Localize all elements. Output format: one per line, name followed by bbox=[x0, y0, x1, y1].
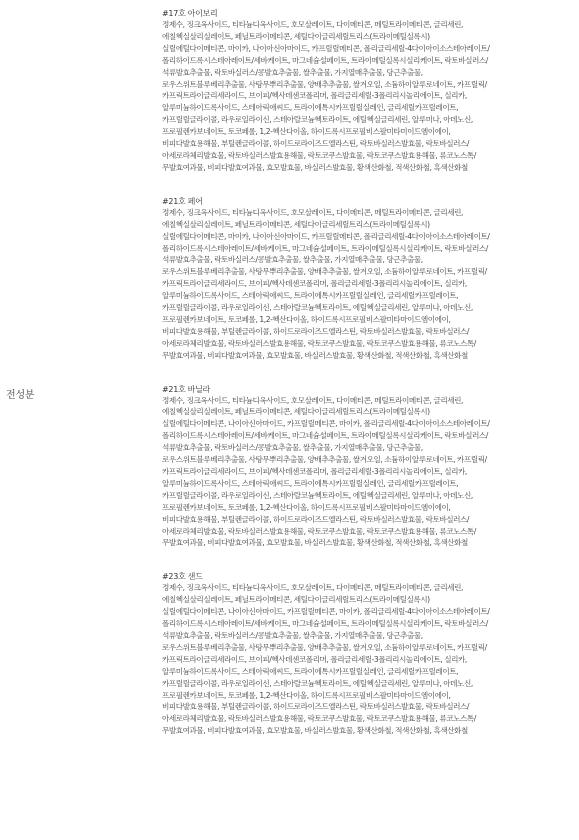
ingredient-line: 알루미늄하이드록사이드, 스테아릭애씨드, 트라이에톡시카프릴릴실레인, 글리세릴카프릴레이트, bbox=[162, 103, 459, 113]
ingredient-line: 비피다발효용해물, 부틸렌글라이콜, 하이드로라이즈드엘라스틴, 락토바실러스발효물, 락토바실러스/ bbox=[162, 326, 470, 336]
ingredient-line: 실릴에틸다이메티콘, 나이아신아마이드, 카프릴릴메티콘, 마이카, 폴리글리세릴-4다이아이소스테아레이트/ bbox=[162, 607, 490, 617]
ingredient-line: 실릴에틸다이메티콘, 마이카, 나이아신아마이드, 카프릴릴메티콘, 폴리글리세릴-4다이아이소스테아레이트/ bbox=[162, 231, 490, 241]
ingredient-line: 카프릭트라이글리세라이드, 브이피/헥사데센코폴리머, 폴리글리세릴-3폴리리시놀리에이트, 실리카, bbox=[162, 467, 467, 476]
ingredient-line: 아세로라체리발효물, 락토바실러스발효용해물, 락토코쿠스발효물, 락토코쿠스발효용해물, 류코노스톡/ bbox=[162, 714, 476, 724]
shade-ingredients-block bbox=[162, 384, 576, 550]
ingredient-line: 무발효여과물, 비피다발효여과물, 효모발효물, 바실러스발효물, 황색산화철, 적색산화철, 흑색산화철 bbox=[162, 726, 468, 736]
ingredient-line: 무발효여과물, 비피다발효여과물, 효모발효물, 바실러스발효물, 황색산화철, 적색산화철, 흑색산화철 bbox=[162, 538, 468, 548]
shade-title: #21호 페어 bbox=[162, 196, 203, 206]
ingredient-line: 폴리하이드록시스테아레이트/세바케이트, 마그네슘설페이트, 트라이메틸실록시실리케이트, 락토바실러스/ bbox=[162, 619, 488, 629]
ingredient-line: 로우스위트블루베리추출물, 사탕무뿌리추출물, 양배추추출물, 쌀겨오일, 소듐하이알루로네이트, 카프릴릭/ bbox=[162, 267, 487, 277]
ingredient-line: 카프릴릴글라이콜, 라우로일라이신, 스테아랄코늄헥토라이트, 에틸헥실글리세린, 알루미나, 아데노신, bbox=[162, 303, 473, 313]
ingredient-line: 무발효여과물, 비피다발효여과물, 효모발효물, 바실러스발효물, 황색산화철, 적색산화철, 흑색산화철 bbox=[162, 162, 468, 172]
ingredient-line: 카프릴릴글라이콜, 라우로일라이신, 스테아랄코늄헥토라이트, 에틸헥실글리세린, 알루미나, 아데노신, bbox=[162, 115, 473, 125]
ingredient-line: 프로필렌카보네이트, 토코페롤, 1,2-헥산다이올, 하이드록시프로필비스팔미타마이드엠이에이, bbox=[162, 502, 451, 512]
shade-ingredients-block bbox=[162, 196, 576, 362]
ingredient-line: 비피다발효용해물, 부틸렌글라이콜, 하이드로라이즈드엘라스틴, 락토바실러스발효물, 락토바실러스/ bbox=[162, 514, 470, 524]
ingredient-line: 프로필렌카보네이트, 토코페롤, 1,2-헥산다이올, 하이드록시프로필비스팔미타마이드엠이에이, bbox=[162, 690, 451, 700]
ingredient-line: 폴리하이드록시스테아레이트/세바케이트, 마그네슘설페이트, 트라이메틸실록시실리케이트, 락토바실러스/ bbox=[162, 243, 488, 253]
ingredient-line: 에칠헥실살리실레이트, 페닐트라이메티콘, 세틸다이글리세릴트리스(트라이메틸실록시) bbox=[162, 31, 430, 41]
ingredient-text bbox=[162, 395, 576, 550]
ingredient-line: 로우스위트블루베리추출물, 사탕무뿌리추출물, 양배추추출물, 쌀겨오일, 소듐하이알루로네이트, 카프릴릭/ bbox=[162, 79, 487, 89]
section-label: 전성분 bbox=[6, 390, 35, 401]
ingredient-line: 카프릴릴글라이콜, 라우로일라이신, 스테아랄코늄헥토라이트, 에틸헥실글리세린, 알루미나, 아데노신, bbox=[162, 490, 473, 500]
ingredient-line: 비피다발효용해물, 부틸렌글라이콜, 하이드로라이즈드엘라스틴, 락토바실러스발효물, 락토바실러스/ bbox=[162, 702, 470, 712]
ingredient-line: 알루미늄하이드록사이드, 스테아릭애씨드, 트라이에톡시카프릴릴실레인, 글리세릴카프릴레이트, bbox=[162, 666, 459, 676]
ingredient-line: 실릴에틸다이메티콘, 나이아신아마이드, 카프릴릴메티콘, 마이카, 폴리글리세릴-4다이아이소스테아레이트/ bbox=[162, 419, 490, 429]
ingredient-line: 아세로라체리발효물, 락토바실러스발효용해물, 락토코쿠스발효물, 락토코쿠스발효용해물, 류코노스톡/ bbox=[162, 150, 476, 160]
ingredient-line: 실릴에틸다이메티콘, 마이카, 나이아신아마이드, 카프릴릴메티콘, 폴리글리세릴-4다이아이소스테아레이트/ bbox=[162, 43, 490, 53]
ingredient-line: 카프릭트라이글리세라이드, 브이피/헥사데센코폴리머, 폴리글리세릴-3폴리리시놀리에이트, 실리카, bbox=[162, 279, 467, 289]
ingredient-line: 정제수, 징크옥사이드, 티타늄디옥사이드, 호모살레이트, 다이메티콘, 메틸트라이메티콘, 글리세린, bbox=[162, 20, 463, 29]
ingredient-line: 에칠헥실살리실레이트, 페닐트라이메티콘, 세틸다이글리세릴트리스(트라이메틸실록시) bbox=[162, 219, 430, 229]
ingredient-line: 폴리하이드록시스테아레이트/세바케이트, 마그네슘설페이트, 트라이메틸실록시실리케이트, 락토바실러스/ bbox=[162, 431, 488, 441]
ingredient-text bbox=[162, 19, 576, 174]
ingredient-line: 에칠헥실살리실레이트, 페닐트라이메티콘, 세틸다이글리세릴트리스(트라이메틸실록시) bbox=[162, 595, 430, 605]
ingredient-line: 로우스위트블루베리추출물, 사탕무뿌리추출물, 양배추추출물, 쌀겨오일, 소듐하이알루로네이트, 카프릴릭/ bbox=[162, 455, 487, 465]
ingredient-line: 석류발효추출물, 락토바실러스/콩발효추출물, 쌀추출물, 가지열매추출물, 당근추출물, bbox=[162, 67, 423, 77]
ingredient-text bbox=[162, 207, 576, 362]
ingredient-line: 로우스위트블루베리추출물, 사탕무뿌리추출물, 양배추추출물, 쌀겨오일, 소듐하이알루로네이트, 카프릴릭/ bbox=[162, 642, 487, 652]
ingredient-line: 무발효여과물, 비피다발효여과물, 효모발효물, 바실러스발효물, 황색산화철, 적색산화철, 흑색산화철 bbox=[162, 350, 468, 360]
ingredient-line: 아세로라체리발효물, 락토바실러스발효용해물, 락토코쿠스발효물, 락토코쿠스발효용해물, 류코노스톡/ bbox=[162, 526, 476, 536]
ingredient-line: 석류발효추출물, 락토바실러스/콩발효추출물, 쌀추출물, 가지열매추출물, 당근추출물, bbox=[162, 443, 423, 453]
shade-title: #23호 샌드 bbox=[162, 572, 203, 582]
ingredient-line: 석류발효추출물, 락토바실러스/콩발효추출물, 쌀추출물, 가지열매추출물, 당근추출물, bbox=[162, 630, 423, 640]
ingredient-text bbox=[162, 582, 576, 737]
shade-title: #21호 바닐라 bbox=[162, 384, 210, 394]
ingredient-line: 아세로라체리발효물, 락토바실러스발효용해물, 락토코쿠스발효물, 락토코쿠스발효용해물, 류코노스톡/ bbox=[162, 338, 476, 348]
shade-ingredients-block bbox=[162, 571, 576, 737]
shade-ingredients-block bbox=[162, 8, 576, 174]
ingredient-line: 정제수, 징크옥사이드, 티타늄디옥사이드, 호모살레이트, 다이메티콘, 메틸트라이메티콘, 글리세린, bbox=[162, 395, 463, 405]
ingredient-line: 프로필렌카보네이트, 토코페롤, 1,2-헥산다이올, 하이드록시프로필비스팔미타마이드엠이에이, bbox=[162, 314, 451, 324]
ingredient-line: 알루미늄하이드록사이드, 스테아릭애씨드, 트라이에톡시카프릴릴실레인, 글리세릴카프릴레이트, bbox=[162, 478, 459, 488]
ingredient-line: 석류발효추출물, 락토바실러스/콩발효추출물, 쌀추출물, 가지열매추출물, 당근추출물, bbox=[162, 255, 423, 265]
ingredient-line: 프로필렌카보네이트, 토코페롤, 1,2-헥산다이올, 하이드록시프로필비스팔미타미이드엠이에이, bbox=[162, 127, 451, 137]
shade-title: #17호 아이보리 bbox=[162, 9, 218, 18]
ingredient-line: 카프릴릴글라이콜, 라우로일라이신, 스테아랄코늄헥토라이트, 에틸헥실글리세린, 알루미나, 아데노신, bbox=[162, 678, 473, 688]
ingredient-line: 폴리하이드록시스테아레이트/세바케이트, 마그네슘설페이트, 트라이메틸실록시실리케이트, 락토바실러스/ bbox=[162, 55, 488, 65]
ingredient-line: 카프릭트라이글리세라이드, 브이피/헥사데센코폴리머, 폴리글리세릴-3폴리리시놀리에이트, 실리카, bbox=[162, 654, 467, 664]
ingredient-line: 에칠헥실살리실레이트, 페닐트라이메티콘, 세틸다이글리세릴트리스(트라이메틸실록시) bbox=[162, 407, 430, 417]
ingredients-list bbox=[162, 8, 576, 759]
ingredient-line: 알루미늄하이드록사이드, 스테아릭애씨드, 트라이에톡시카프릴릴실레인, 글리세릴카프릴레이트, bbox=[162, 291, 459, 301]
ingredient-line: 비피다발효용해물, 부틸렌글라이콜, 하이드로라이즈드엘라스틴, 락토바실러스발효물, 락토바실러스/ bbox=[162, 139, 470, 149]
ingredient-line: 정제수, 징크옥사이드, 티타늄디옥사이드, 호모살레이트, 다이메티콘, 메틸트라이메티콘, 글리세린, bbox=[162, 583, 463, 593]
ingredient-line: 정제수, 징크옥사이드, 티타늄디옥사이드, 호모살레이트, 다이메티콘, 메틸트라이메티콘, 글리세린, bbox=[162, 207, 463, 217]
ingredient-line: 카프릭트라이글리세라이드, 브이피/헥사데센코폴리머, 폴리글리세릴-3폴리리시놀리에이트, 실리카, bbox=[162, 91, 467, 101]
